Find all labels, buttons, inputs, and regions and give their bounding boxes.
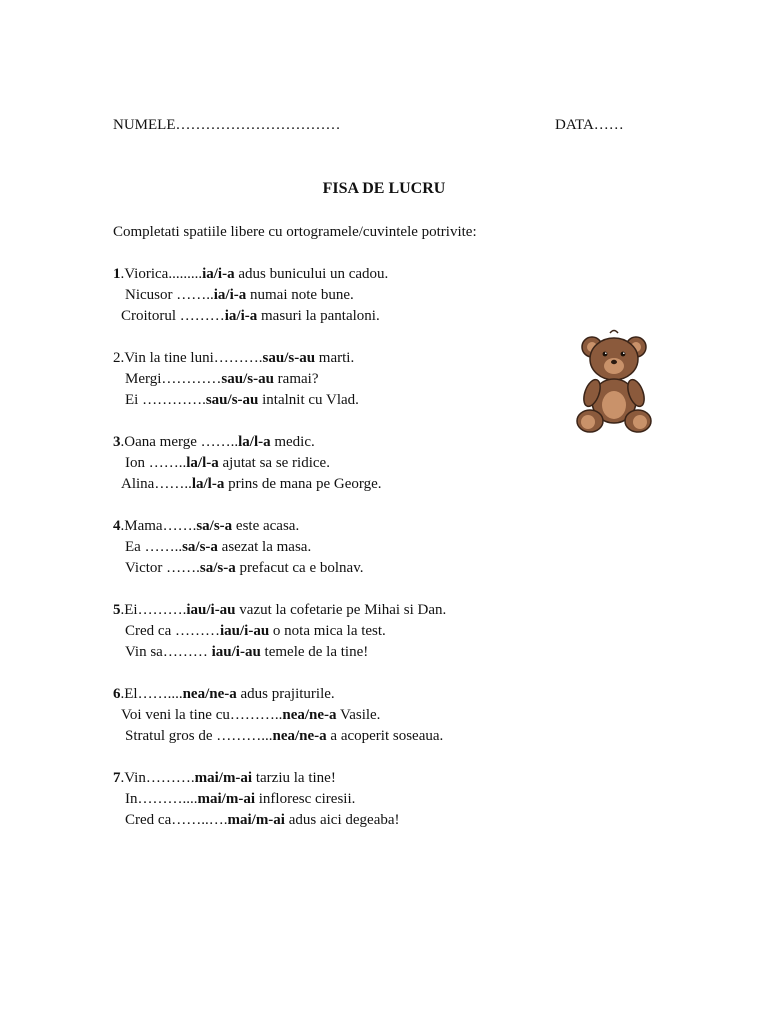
exercise-number: 2 (113, 350, 121, 366)
exercise-4 (113, 516, 673, 579)
line-text: Croitorul ……… (121, 308, 225, 324)
line-text: Ei …………. (125, 392, 206, 408)
date-field-label: DATA…… (555, 117, 624, 133)
line-text: prefacut ca e bolnav. (235, 560, 364, 576)
exercise-line (113, 516, 673, 537)
exercise-number: 6 (113, 686, 121, 702)
exercise-3 (113, 432, 673, 495)
line-text: o nota mica la test. (269, 623, 386, 639)
exercise-6 (113, 684, 673, 747)
line-text: marti. (315, 350, 355, 366)
line-text: este acasa. (232, 518, 300, 534)
line-text: Voi veni la tine cu……….. (121, 707, 283, 723)
exercise-line (113, 285, 673, 306)
answer-options: mai/m-ai (194, 770, 253, 786)
exercise-line (113, 474, 673, 495)
exercise-1 (113, 264, 673, 327)
exercise-number: 4 (113, 518, 121, 534)
line-text: .Vin………. (120, 770, 195, 786)
page-title: FISA DE LUCRU (322, 180, 446, 197)
line-text: .Mama……. (120, 518, 197, 534)
answer-options: nea/ne-a (282, 707, 337, 723)
line-text: Stratul gros de ………... (125, 728, 273, 744)
line-text: Vin sa……… (125, 644, 212, 660)
answer-options: nea/ne-a (272, 728, 327, 744)
exercise-line (113, 684, 673, 705)
line-text: adus prajiturile. (236, 686, 335, 702)
exercise-line (113, 537, 673, 558)
exercise-line (113, 621, 673, 642)
line-text: Vasile. (336, 707, 381, 723)
line-text: Nicusor …….. (125, 287, 214, 303)
line-text: masuri la pantaloni. (257, 308, 380, 324)
line-text: Ea …….. (125, 539, 183, 555)
line-text: Cred ca……..…. (125, 812, 228, 828)
name-field-label: NUMELE…………………………… (113, 117, 341, 133)
exercise-line (113, 453, 673, 474)
line-text: a acoperit soseaua. (326, 728, 444, 744)
line-text: Ion …….. (125, 455, 187, 471)
line-text: infloresc ciresii. (255, 791, 356, 807)
line-text: .El…….... (120, 686, 183, 702)
answer-options: sa/s-a (182, 539, 218, 555)
answer-options: sa/s-a (199, 560, 236, 576)
line-text: asezat la masa. (217, 539, 312, 555)
line-text: ramai? (273, 371, 319, 387)
line-text: .Ei………. (120, 602, 187, 618)
answer-options: ia/i-a (213, 287, 247, 303)
exercise-number: 3 (113, 434, 121, 450)
exercise-line (113, 306, 673, 327)
answer-options: sau/s-au (205, 392, 259, 408)
line-text: .Vin la tine luni………. (120, 350, 263, 366)
line-text: adus aici degeaba! (284, 812, 400, 828)
exercise-line (113, 768, 673, 789)
answer-options: sa/s-a (196, 518, 233, 534)
answer-options: mai/m-ai (197, 791, 255, 807)
answer-options: iau/i-au (219, 623, 270, 639)
answer-options: iau/i-au (186, 602, 236, 618)
answer-options: ia/i-a (202, 266, 235, 282)
exercise-number: 7 (113, 770, 121, 786)
answer-options: la/l-a (186, 455, 219, 471)
answer-options: sau/s-au (221, 371, 274, 387)
line-text: ajutat sa se ridice. (218, 455, 330, 471)
exercise-line (113, 789, 673, 810)
teddy-bear-icon (572, 325, 656, 437)
exercise-5 (113, 600, 673, 663)
line-text: Alina…….. (121, 476, 192, 492)
instructions-text: Completati spatiile libere cu ortogramele/cuvintele potrivite: (113, 224, 477, 240)
exercise-line (113, 642, 673, 663)
line-text: .Oana merge …….. (120, 434, 239, 450)
line-text: In……….... (125, 791, 198, 807)
exercise-line (113, 558, 673, 579)
exercise-line (113, 264, 673, 285)
line-text: prins de mana pe George. (224, 476, 382, 492)
line-text: temele de la tine! (260, 644, 369, 660)
line-text: Cred ca ……… (125, 623, 220, 639)
answer-options: iau/i-au (211, 644, 261, 660)
answer-options: la/l-a (238, 434, 271, 450)
answer-options: la/l-a (191, 476, 225, 492)
exercise-line (113, 705, 673, 726)
line-text: .Viorica......... (120, 266, 203, 282)
exercise-number: 1 (113, 266, 121, 282)
line-text: vazut la cofetarie pe Mihai si Dan. (235, 602, 447, 618)
exercise-line (113, 726, 673, 747)
answer-options: nea/ne-a (182, 686, 237, 702)
line-text: intalnit cu Vlad. (258, 392, 359, 408)
exercise-line (113, 600, 673, 621)
line-text: numai note bune. (246, 287, 354, 303)
line-text: medic. (270, 434, 315, 450)
line-text: adus bunicului un cadou. (234, 266, 389, 282)
answer-options: sau/s-au (262, 350, 316, 366)
line-text: tarziu la tine! (252, 770, 336, 786)
exercise-number: 5 (113, 602, 121, 618)
answer-options: mai/m-ai (227, 812, 285, 828)
line-text: Victor ……. (125, 560, 200, 576)
exercise-line (113, 810, 673, 831)
line-text: Mergi………… (125, 371, 222, 387)
answer-options: ia/i-a (224, 308, 258, 324)
exercise-7 (113, 768, 673, 831)
